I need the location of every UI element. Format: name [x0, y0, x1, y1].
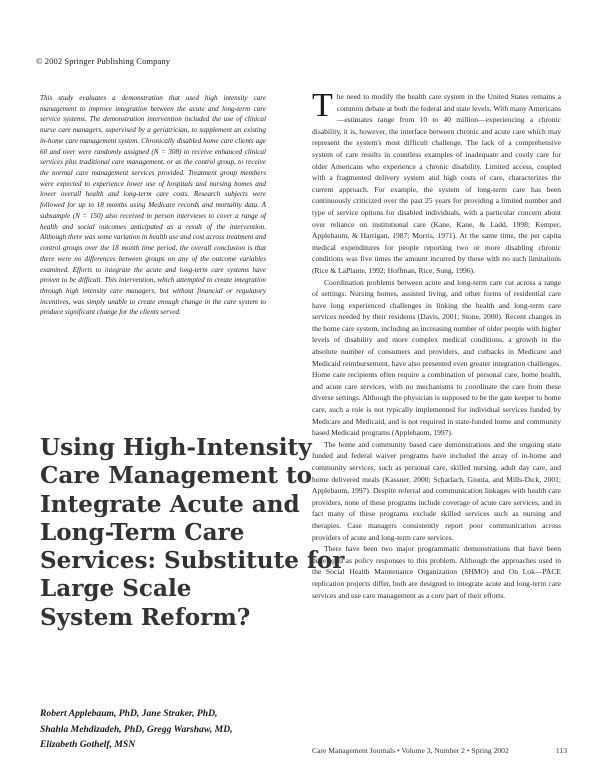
title-line: Using High-Intensity [40, 434, 312, 461]
body-paragraph: Coordination problems between acute and long-term care cut across a range of settings. Nursing homes, assisted living, and other forms of residential care have long experienced challenges in linking the health and long-term care services needed by their residents (Davis, 2001; Stone, 2000). Recent changes in the home care system, including an increasing number of older people with higher levels of disability and more complex medical conditions, a growth in the absolute number of consumers and providers, and cutbacks in Medicare and Medicaid reimbursement, have also presented even greater integration challenges. Home care recipients often require a combination of personal care, home health, and acute care services, with no mechanisms to coordinate the care from these diverse settings. Although the physician is supposed to be the gate keeper to home care, such a role is not typically implemented for individual services funded by Medicare and Medicaid, and is not required in state-funded home and community based Medicaid programs (Applebaum, 1997). [312, 277, 561, 438]
paragraph-text: he need to modify the health care system in the United States remains a common debate at both the federal and state levels. With many Americans—estimates range from 10 to 40 million—experiencing a chronic disability, it is, however, the interface between chronic and acute care which may represent the system's most difficult challenge. The lack of a comprehensive system of care results in countless examples of inadequate and costly care for older Americans who experience a chronic disability. Limited access, coupled with a fragmented delivery system and high costs of care, characterizes the current approach. For example, the system of long-term care has been continuously criticized over the past 25 years for providing a limited number and type of service options for disabled individuals, with a particular concern about over reliance on institutional care (Kane, Kane, & Ladd, 1998; Kemper, Applebaum, & Harrigan, 1987; Morris, 1971). At the same time, the per capita medical expenditures for people reporting two or more disabling chronic conditions was five times the amount incurred by those with no such limitations (Rice & LaPlante, 1992; Hoffman, Rice, Sung, 1996). [312, 92, 561, 275]
body-paragraph: There have been two major programmatic demonstrations that have been developed as policy responses to this problem. Although the approaches used in the Social Health Maintenance Organization (SHMO) and On Lok—PACE replication projects differ, both are designed to integrate acute and long-term care services and use care management as a core part of their efforts. [312, 544, 561, 600]
author-line: Shahla Mehdizadeh, PhD, Gregg Warshaw, MD, [40, 723, 233, 735]
title-line: Care Management to [40, 462, 313, 490]
title-line: Long-Term Care [40, 518, 245, 546]
journal-citation: Care Management Journals • Volume 3, Number 2 • Spring 2002 [312, 746, 509, 755]
author-list [40, 706, 290, 753]
copyright-notice: © 2002 Springer Publishing Company [36, 56, 171, 66]
body-paragraph: The home and community based care demonstrations and the ongoing state funded and federal waiver programs have included the array of in-home and community services, such as personal care, skilled nursing, adult day care, and home delivered meals (Kassner, 2000; Scharlach, Giunta, and Mills-Dick, 2001; Applebaum, 1997). Despite referral and communication linkages with health care providers, none of these programs include coverage of acute care services, and in fact many of these programs exclude skilled services such as nursing and therapies. Case managers consistently report poor communication across providers of acute and long-term care services. [312, 439, 561, 542]
title-line: System Reform? [40, 603, 251, 631]
page-number: 113 [555, 746, 567, 755]
page-footer [312, 746, 567, 755]
author-line: Elizabeth Gothelf, MSN [40, 739, 136, 750]
author-line: Robert Applebaum, PhD, Jane Straker, PhD, [40, 708, 218, 719]
abstract: This study evaluates a demonstration that used high intensity care management to improve integration between the acute and long-term care service systems. The demonstration intervention included the use of clinical nurse care managers, supervised by a geriatrician, to supplement an existing in-home care management system. Chronically disabled home care clients age 60 and over were randomly assigned (N = 308) to receive enhanced clinical services plus traditional care management, or as the control group, to receive the normal care management services provided. Treatment group members were expected to experience lower use of hospitals and nursing homes and lower overall health and long-term care costs. Research subjects were followed for up to 18 months using Medicare records and mortality data. A subsample (N = 150) also received in person interviews to cover a range of health and social outcomes anticipated as a result of the intervention. Although there was some variation in health use and cost across treatment and control groups over the 18 month time period, the overall conclusion is that there were no differences between groups on any of the outcome variables examined. Efforts to integrate the acute and long-term care systems have proven to be difficult. This intervention, which attempted to create integration through high intensity care managers, but without financial or regulatory incentives, was simply unable to create enough change in the care system to produce significant change for the clients served. [40, 94, 266, 317]
title-line: Large Scale [40, 575, 192, 603]
article-title [40, 434, 345, 632]
body-text-column [312, 87, 561, 601]
title-line: Integrate Acute and [40, 490, 300, 518]
drop-cap: T [312, 87, 333, 124]
body-paragraph [312, 87, 561, 277]
title-line: Services: Substitute for [40, 547, 345, 575]
